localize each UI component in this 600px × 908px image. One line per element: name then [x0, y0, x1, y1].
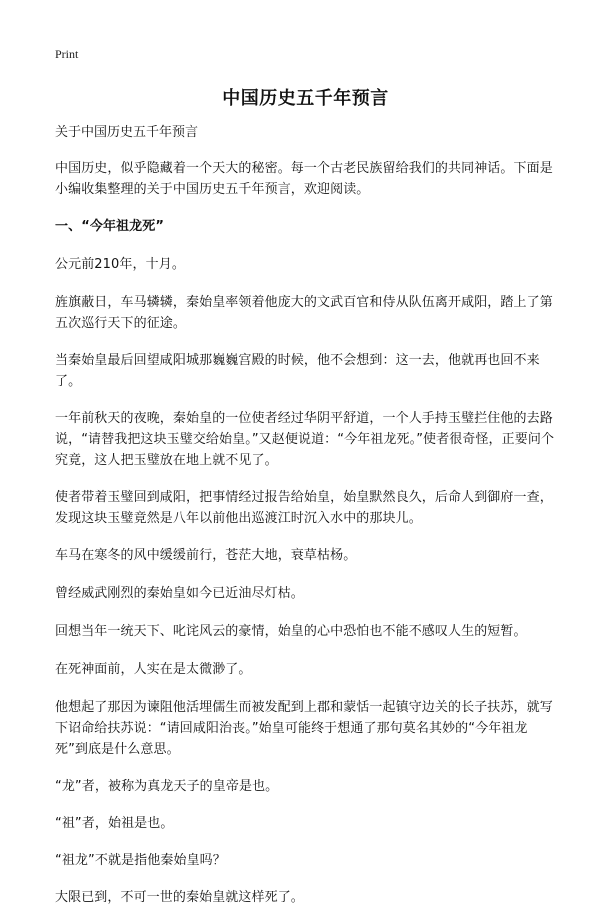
paragraph: “祖龙”不就是指他秦始皇吗？	[55, 853, 226, 868]
paragraph: 一年前秋天的夜晚，秦始皇的一位使者经过华阴平舒道，一个人手持玉璧拦住他的去路说，“请替我把这块玉璧交给始皇。”又赵便说道：“今年祖龙死。”使者很奇怪，正要问个究竟，这人把玉璧放在地上就不见了。	[55, 411, 555, 468]
paragraph: 在死神面前，人实在是太微渺了。	[55, 662, 252, 677]
paragraph: 大限已到，不可一世的秦始皇就这样死了。	[55, 890, 304, 905]
paragraph: 使者带着玉璧回到咸阳，把事情经过报告给始皇，始皇默然良久，后命人到御府一查，发现这块玉璧竟然是八年以前他出巡渡江时沉入水中的那块儿。	[55, 490, 553, 526]
paragraph: “祖”者，始祖是也。	[55, 816, 174, 831]
paragraph: 旌旗蔽日，车马辚辚，秦始皇率领着他庞大的文武百官和侍从队伍离开咸阳，踏上了第五次巡行天下的征途。	[55, 295, 553, 331]
article-subtitle: 关于中国历史五千年预言	[55, 125, 199, 140]
page-title: 中国历史五千年预言	[222, 88, 389, 109]
paragraph: 当秦始皇最后回望咸阳城那巍巍宫殿的时候，他不会想到：这一去，他就再也回不来了。	[55, 353, 540, 389]
section-heading: 一、“今年祖龙死”	[55, 219, 164, 234]
intro-paragraph: 中国历史，似乎隐藏着一个天大的秘密。每一个古老民族留给我们的共同神话。下面是小编收集整理的关于中国历史五千年预言，欢迎阅读。	[55, 161, 553, 197]
paragraph: 回想当年一统天下、叱诧风云的豪情，始皇的心中恐怕也不能不感叹人生的短暂。	[55, 624, 527, 639]
paragraph: 他想起了那因为谏阻他活埋儒生而被发配到上郡和蒙恬一起镇守边关的长子扶苏，就写下诏命给扶苏说：“请回咸阳治丧。”始皇可能终于想通了那句莫名其妙的“今年祖龙死”到底是什么意思。	[55, 700, 553, 757]
print-link[interactable]: Print	[55, 47, 79, 61]
paragraph: “龙”者，被称为真龙天子的皇帝是也。	[55, 779, 279, 794]
paragraph: 车马在寒冬的风中缓缓前行，苍茫大地，衰草枯杨。	[55, 548, 357, 563]
article-body	[55, 158, 556, 908]
paragraph: 曾经威武刚烈的秦始皇如今已近油尽灯枯。	[55, 586, 304, 601]
paragraph: 公元前210年，十月。	[55, 257, 185, 272]
